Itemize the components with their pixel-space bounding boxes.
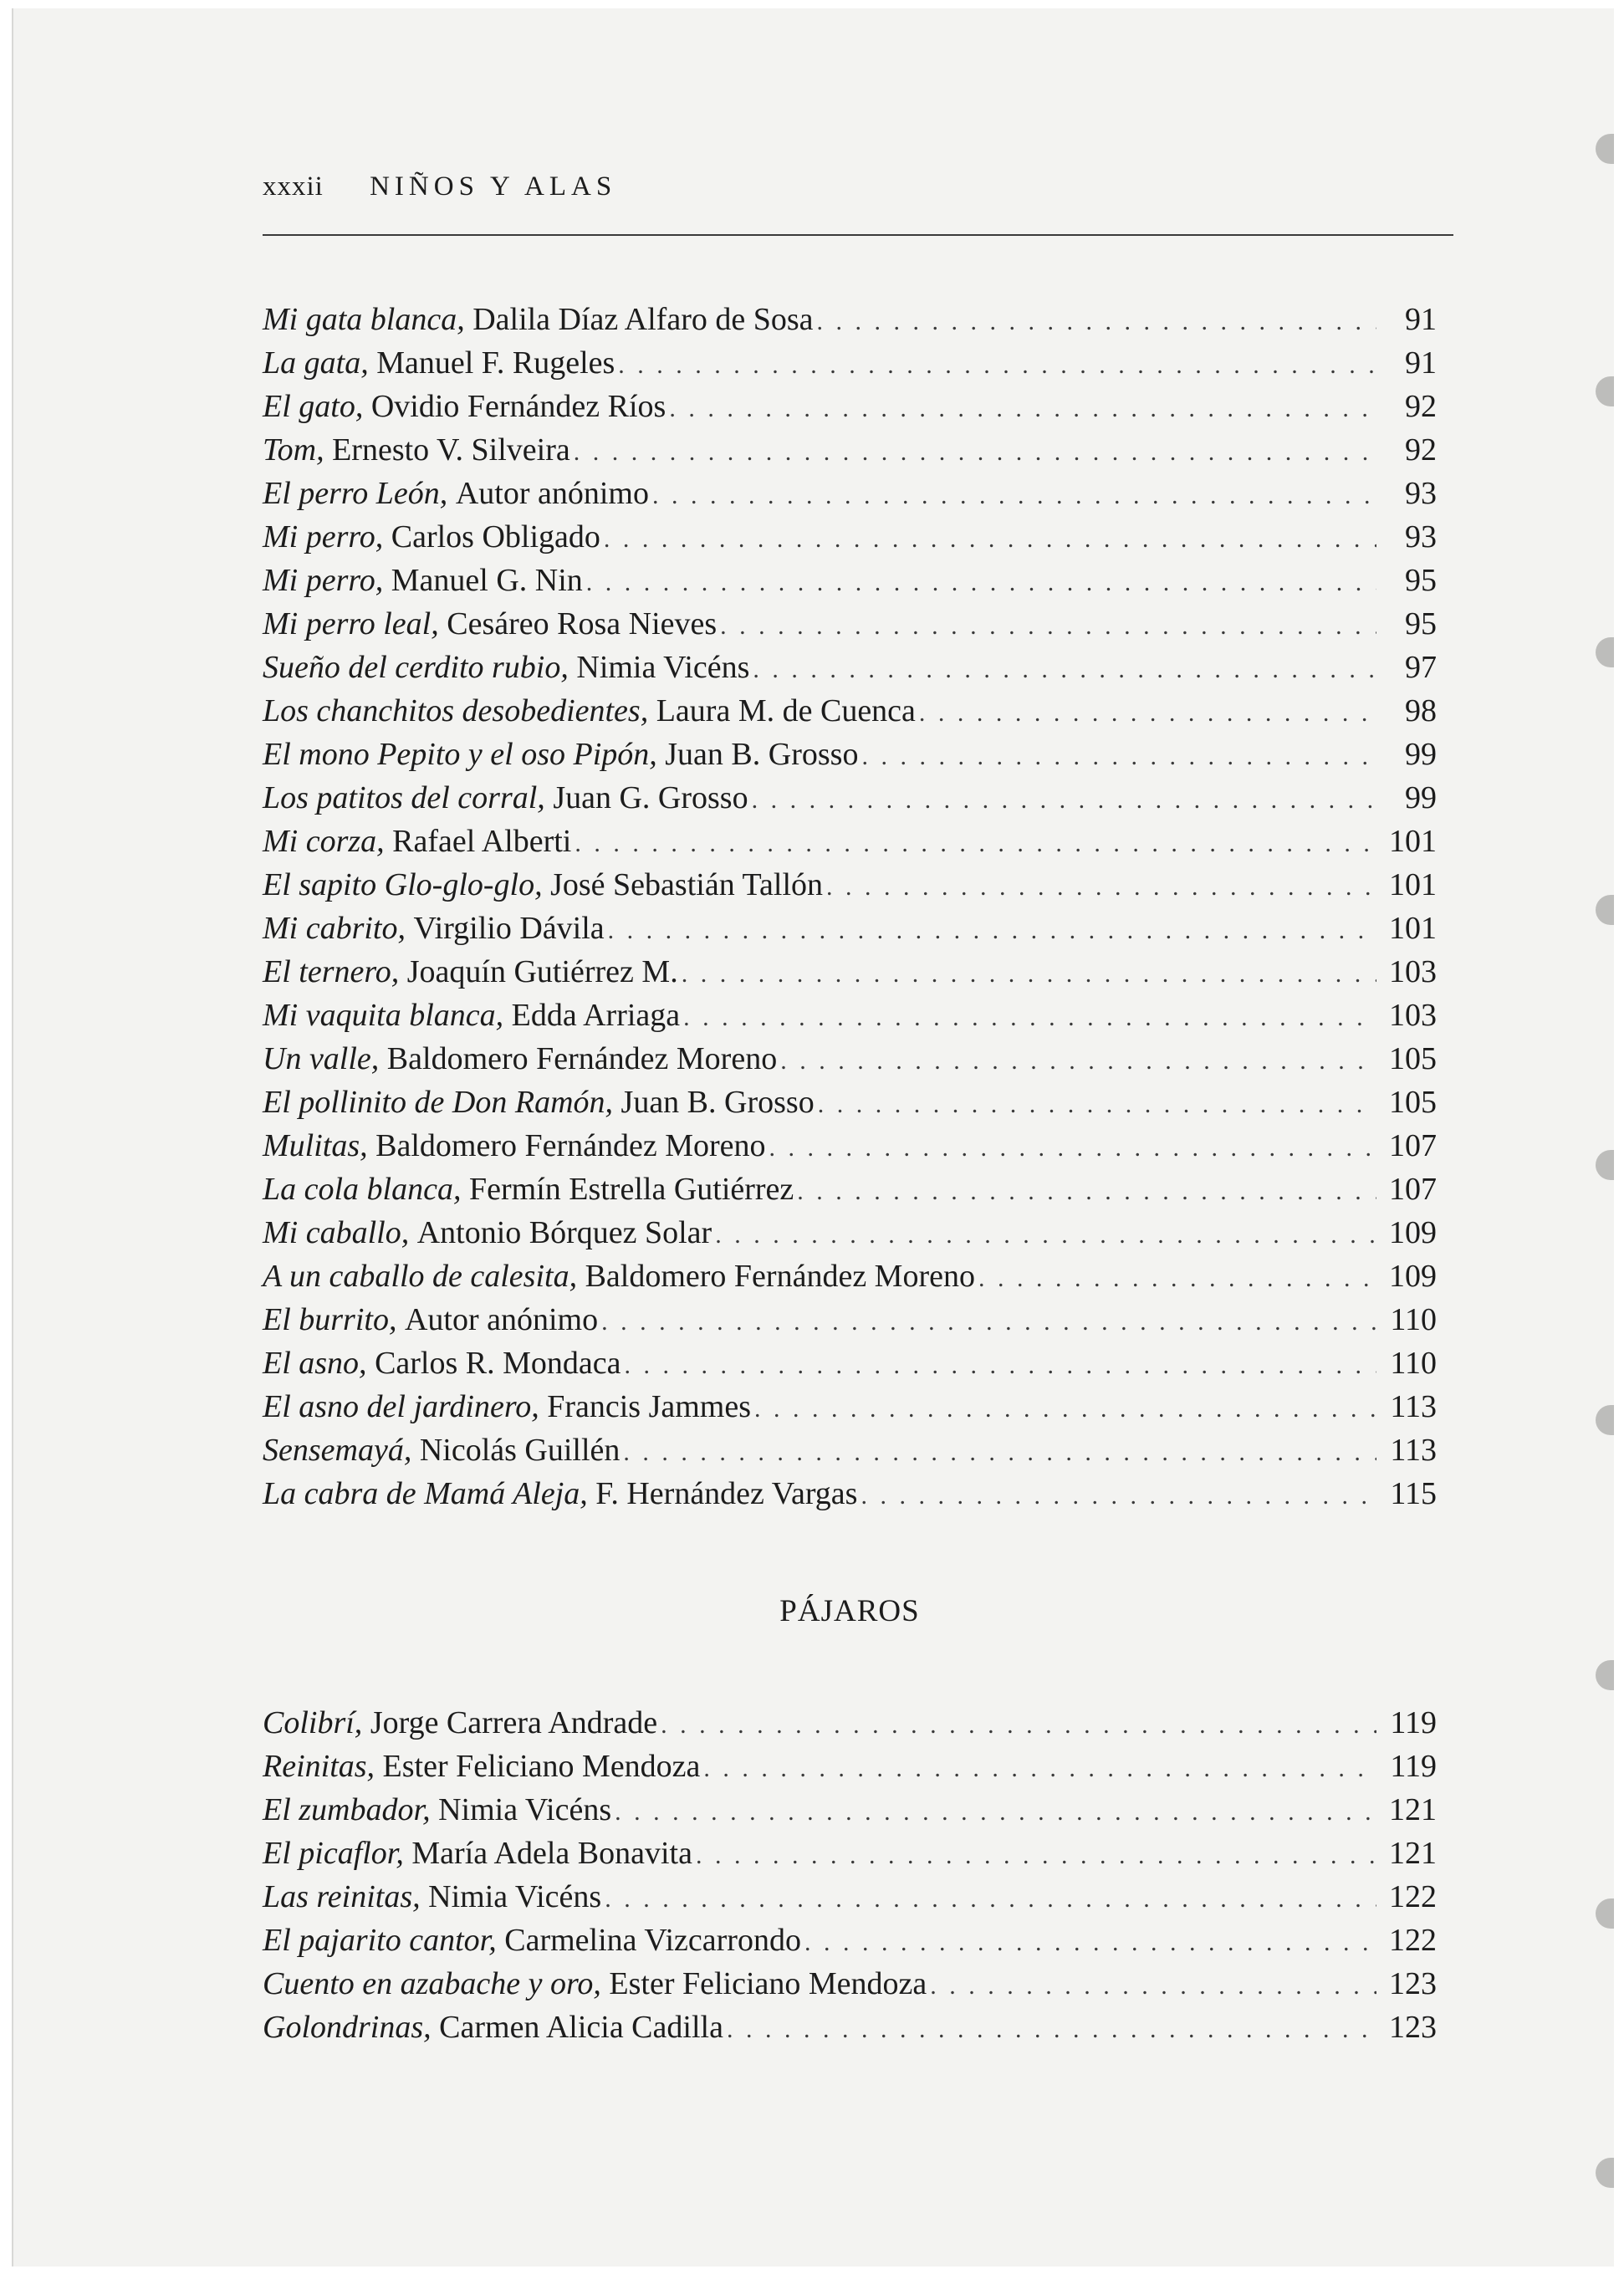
- entry-author: Joaquín Gutiérrez M.: [406, 954, 678, 989]
- entry-title: Golondrinas,: [263, 2010, 432, 2045]
- toc-entry: [263, 994, 1437, 1037]
- header-rule: [263, 234, 1453, 236]
- toc-entry: [263, 1832, 1437, 1875]
- entry-title: Cuento en azabache y oro,: [263, 1966, 601, 2001]
- toc-entry: [263, 1081, 1437, 1124]
- dot-leader: [669, 387, 1376, 431]
- binding-hole: [1596, 895, 1614, 925]
- entry-title: Sueño del cerdito rubio,: [263, 650, 569, 685]
- entry-author: F. Hernández Vargas: [595, 1476, 858, 1511]
- entry-page-number: 98: [1405, 693, 1437, 728]
- toc-entry: [263, 1124, 1437, 1168]
- entry-author: Carlos Obligado: [391, 519, 600, 554]
- dot-leader: [683, 996, 1376, 1040]
- entry-author: Nimia Vicéns: [576, 650, 750, 685]
- entry-page-number: 95: [1405, 563, 1437, 598]
- toc-entry: [263, 776, 1437, 820]
- entry-title: Mulitas,: [263, 1128, 368, 1163]
- dot-leader: [753, 648, 1376, 692]
- entry-page-number: 103: [1389, 954, 1437, 989]
- toc-entry: [263, 1919, 1437, 1962]
- dot-leader: [696, 1834, 1376, 1878]
- dot-leader: [586, 561, 1376, 605]
- binding-hole: [1596, 1898, 1614, 1929]
- entry-page-number: 121: [1389, 1792, 1437, 1827]
- toc-entry: [263, 863, 1437, 907]
- dot-leader: [652, 474, 1376, 518]
- dot-leader: [623, 1431, 1376, 1474]
- entry-author: Nicolás Guillén: [419, 1433, 620, 1468]
- entry-title: Mi cabrito,: [263, 911, 406, 946]
- entry-page-number: 103: [1389, 998, 1437, 1033]
- entry-page-number: 113: [1390, 1433, 1437, 1468]
- dot-leader: [703, 1747, 1376, 1791]
- entry-title: Las reinitas,: [263, 1879, 421, 1914]
- entry-author: Autor anónimo: [455, 476, 649, 511]
- entry-author: Jorge Carrera Andrade: [370, 1705, 658, 1740]
- entry-title: Mi caballo,: [263, 1215, 410, 1250]
- binding-hole: [1596, 1660, 1614, 1690]
- dot-leader: [605, 1878, 1376, 1921]
- entry-author: Juan B. Grosso: [620, 1085, 815, 1120]
- entry-author: Ovidio Fernández Ríos: [370, 389, 666, 424]
- entry-title: Mi vaquita blanca,: [263, 998, 504, 1033]
- section-heading-birds: PÁJAROS: [779, 1594, 920, 1628]
- entry-author: Carmen Alicia Cadilla: [439, 2010, 723, 2045]
- entry-page-number: 97: [1405, 650, 1437, 685]
- dot-leader: [930, 1965, 1376, 2008]
- dot-leader: [817, 300, 1376, 344]
- entry-author: Baldomero Fernández Moreno: [585, 1259, 975, 1294]
- toc-entry: [263, 298, 1437, 341]
- entry-author: Ernesto V. Silveira: [332, 432, 570, 468]
- binding-hole: [1596, 376, 1614, 406]
- dot-leader: [826, 866, 1376, 909]
- entry-title: El perro León,: [263, 476, 448, 511]
- entry-title: El sapito Glo-glo-glo,: [263, 867, 543, 902]
- dot-leader: [574, 431, 1376, 474]
- entry-page-number: 99: [1405, 780, 1437, 815]
- toc-entry: [263, 1962, 1437, 2006]
- entry-title: Un valle,: [263, 1041, 380, 1076]
- entry-author: Francis Jammes: [547, 1389, 752, 1424]
- entry-title: Mi perro leal,: [263, 606, 439, 641]
- entry-title: Reinitas,: [263, 1749, 375, 1784]
- toc-entry: [263, 1037, 1437, 1081]
- dot-leader: [804, 1921, 1376, 1965]
- entry-title: El asno del jardinero,: [263, 1389, 539, 1424]
- dot-leader: [861, 1474, 1376, 1518]
- entry-author: Laura M. de Cuenca: [656, 693, 916, 728]
- dot-leader: [752, 779, 1376, 822]
- entry-page-number: 107: [1389, 1172, 1437, 1207]
- entry-author: Ester Feliciano Mendoza: [382, 1749, 701, 1784]
- entry-title: El asno,: [263, 1346, 367, 1381]
- toc-entry: [263, 1341, 1437, 1385]
- entry-title: A un caballo de calesita,: [263, 1259, 578, 1294]
- entry-author: Fermín Estrella Gutiérrez: [468, 1172, 794, 1207]
- dot-leader: [780, 1040, 1376, 1083]
- entry-title: Colibrí,: [263, 1705, 363, 1740]
- entry-page-number: 110: [1390, 1346, 1437, 1381]
- toc-entry: [263, 950, 1437, 994]
- toc-entry: [263, 385, 1437, 428]
- entry-title: La cola blanca,: [263, 1172, 462, 1207]
- dot-leader: [601, 1301, 1376, 1344]
- dot-leader: [861, 735, 1376, 779]
- entry-title: Sensemayá,: [263, 1433, 412, 1468]
- entry-page-number: 115: [1390, 1476, 1437, 1511]
- entry-title: El burrito,: [263, 1302, 397, 1337]
- toc-list-animals: [263, 298, 1437, 1515]
- toc-entry: [263, 1385, 1437, 1428]
- entry-author: Manuel G. Nin: [391, 563, 583, 598]
- toc-entry: [263, 1255, 1437, 1298]
- entry-author: Ester Feliciano Mendoza: [609, 1966, 927, 2001]
- toc-entry: [263, 1298, 1437, 1341]
- toc-entry: [263, 559, 1437, 602]
- entry-page-number: 113: [1390, 1389, 1437, 1424]
- dot-leader: [618, 344, 1376, 387]
- toc-entry: [263, 907, 1437, 950]
- entry-page-number: 119: [1390, 1749, 1437, 1784]
- entry-page-number: 105: [1389, 1041, 1437, 1076]
- entry-page-number: 95: [1405, 606, 1437, 641]
- entry-title: Tom,: [263, 432, 324, 468]
- entry-title: El mono Pepito y el oso Pipón,: [263, 737, 657, 772]
- entry-author: Baldomero Fernández Moreno: [375, 1128, 766, 1163]
- toc-entry: [263, 1701, 1437, 1745]
- entry-title: Mi corza,: [263, 824, 385, 859]
- dot-leader: [727, 2008, 1376, 2052]
- entry-author: Baldomero Fernández Moreno: [386, 1041, 778, 1076]
- entry-page-number: 123: [1389, 1966, 1437, 2001]
- entry-title: El pollinito de Don Ramón,: [263, 1085, 614, 1120]
- dot-leader: [608, 909, 1376, 953]
- dot-leader: [575, 822, 1376, 866]
- entry-author: Edda Arriaga: [511, 998, 681, 1033]
- dot-leader: [615, 1791, 1376, 1834]
- dot-leader: [818, 1083, 1376, 1127]
- dot-leader: [978, 1257, 1376, 1301]
- dot-leader: [625, 1344, 1376, 1387]
- entry-title: Mi perro,: [263, 563, 384, 598]
- dot-leader: [769, 1127, 1376, 1170]
- toc-entry: [263, 1745, 1437, 1788]
- entry-page-number: 121: [1389, 1836, 1437, 1871]
- entry-page-number: 107: [1389, 1128, 1437, 1163]
- entry-page-number: 93: [1405, 476, 1437, 511]
- entry-title: El ternero,: [263, 954, 400, 989]
- toc-entry: [263, 689, 1437, 733]
- entry-author: Antonio Bórquez Solar: [416, 1215, 712, 1250]
- entry-title: La cabra de Mamá Aleja,: [263, 1476, 588, 1511]
- dot-leader: [715, 1214, 1376, 1257]
- entry-author: Carmelina Vizcarrondo: [504, 1923, 801, 1958]
- toc-entry: [263, 1428, 1437, 1472]
- entry-page-number: 101: [1389, 824, 1437, 859]
- toc-entry: [263, 602, 1437, 646]
- entry-page-number: 123: [1389, 2010, 1437, 2045]
- toc-entry: [263, 472, 1437, 515]
- page-folio: xxxii: [263, 171, 324, 202]
- entry-author: José Sebastián Tallón: [550, 867, 824, 902]
- toc-entry: [263, 1788, 1437, 1832]
- running-title: NIÑOS Y ALAS: [370, 171, 617, 202]
- binding-hole: [1596, 1405, 1614, 1435]
- entry-author: María Adela Bonavita: [411, 1836, 692, 1871]
- entry-page-number: 91: [1405, 345, 1437, 381]
- toc-entry: [263, 1168, 1437, 1211]
- entry-author: Dalila Díaz Alfaro de Sosa: [472, 302, 814, 337]
- dot-leader: [754, 1387, 1376, 1431]
- entry-title: El zumbador,: [263, 1792, 431, 1827]
- entry-page-number: 99: [1405, 737, 1437, 772]
- entry-author: Autor anónimo: [404, 1302, 599, 1337]
- entry-page-number: 122: [1389, 1879, 1437, 1914]
- entry-page-number: 109: [1389, 1215, 1437, 1250]
- binding-hole: [1596, 2158, 1614, 2188]
- entry-author: Rafael Alberti: [392, 824, 572, 859]
- entry-title: Mi perro,: [263, 519, 384, 554]
- entry-title: El picaflor,: [263, 1836, 404, 1871]
- entry-page-number: 122: [1389, 1923, 1437, 1958]
- entry-page-number: 92: [1405, 389, 1437, 424]
- toc-entry: [263, 1875, 1437, 1919]
- dot-leader: [682, 953, 1376, 996]
- entry-author: Juan G. Grosso: [553, 780, 748, 815]
- toc-entry: [263, 341, 1437, 385]
- binding-hole: [1596, 134, 1614, 164]
- entry-author: Nimia Vicéns: [438, 1792, 612, 1827]
- entry-page-number: 92: [1405, 432, 1437, 468]
- entry-author: Juan B. Grosso: [665, 737, 859, 772]
- toc-list-birds: [263, 1701, 1437, 2049]
- toc-entry: [263, 733, 1437, 776]
- dot-leader: [919, 692, 1376, 735]
- entry-author: Cesáreo Rosa Nieves: [447, 606, 718, 641]
- entry-author: Nimia Vicéns: [428, 1879, 602, 1914]
- entry-page-number: 119: [1390, 1705, 1437, 1740]
- running-header: [263, 171, 616, 202]
- dot-leader: [797, 1170, 1376, 1214]
- entry-author: Carlos R. Mondaca: [375, 1346, 621, 1381]
- entry-author: Virgilio Dávila: [413, 911, 605, 946]
- entry-page-number: 101: [1389, 867, 1437, 902]
- dot-leader: [720, 605, 1376, 648]
- entry-title: El pajarito cantor,: [263, 1923, 497, 1958]
- toc-entry: [263, 515, 1437, 559]
- entry-page-number: 110: [1390, 1302, 1437, 1337]
- toc-entry: [263, 1211, 1437, 1255]
- entry-title: Mi gata blanca,: [263, 302, 465, 337]
- toc-entry: [263, 428, 1437, 472]
- dot-leader: [604, 518, 1376, 561]
- dot-leader: [661, 1704, 1376, 1747]
- binding-hole: [1596, 1150, 1614, 1180]
- entry-page-number: 93: [1405, 519, 1437, 554]
- entry-author: Manuel F. Rugeles: [376, 345, 615, 381]
- entry-page-number: 105: [1389, 1085, 1437, 1120]
- entry-title: La gata,: [263, 345, 369, 381]
- toc-entry: [263, 646, 1437, 689]
- toc-entry: [263, 2006, 1437, 2049]
- entry-page-number: 109: [1389, 1259, 1437, 1294]
- toc-entry: [263, 820, 1437, 863]
- toc-entry: [263, 1472, 1437, 1515]
- entry-page-number: 91: [1405, 302, 1437, 337]
- entry-page-number: 101: [1389, 911, 1437, 946]
- entry-title: Los patitos del corral,: [263, 780, 545, 815]
- binding-hole: [1596, 637, 1614, 667]
- entry-title: Los chanchitos desobedientes,: [263, 693, 649, 728]
- entry-title: El gato,: [263, 389, 364, 424]
